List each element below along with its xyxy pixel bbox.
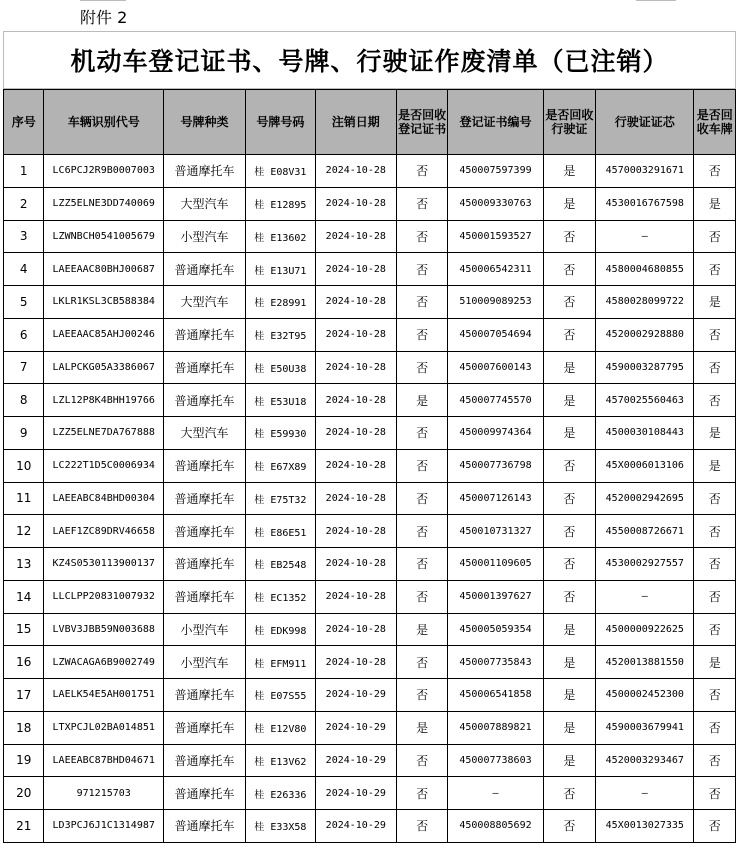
plate-number-cell: 桂 EDK998 (245, 613, 315, 646)
cancel-date-cell: 2024-10-28 (315, 482, 396, 515)
license-core-cell: 4550008726671 (596, 515, 694, 548)
license-recovered-cell: 否 (543, 580, 596, 613)
col-header-cancel-date: 注销日期 (315, 90, 396, 155)
table-row (4, 548, 736, 581)
cancel-date-cell: 2024-10-28 (315, 286, 396, 319)
cert-number-cell: 450007597399 (448, 155, 543, 188)
vin-cell: LKLR1KSL3CB588384 (44, 286, 163, 319)
plate-recovered-cell: 是 (694, 646, 736, 679)
cancel-date-cell: 2024-10-29 (315, 679, 396, 712)
plate-type-cell: 小型汽车 (163, 613, 245, 646)
cert-number-cell: 450007126143 (448, 482, 543, 515)
cert-recovered-cell: 否 (396, 482, 448, 515)
plate-recovered-cell: 否 (694, 777, 736, 810)
plate-number-cell: 桂 E12895 (245, 187, 315, 220)
plate-number-cell: 桂 E75T32 (245, 482, 315, 515)
cert-number-cell: — (448, 777, 543, 810)
cert-number-cell: 450007600143 (448, 351, 543, 384)
cancel-date-cell: 2024-10-29 (315, 711, 396, 744)
plate-recovered-cell: 否 (694, 744, 736, 777)
license-core-cell: 4520002928880 (596, 318, 694, 351)
cert-number-cell: 450001397627 (448, 580, 543, 613)
vin-cell: LZWACAGA6B9002749 (44, 646, 163, 679)
plate-type-cell: 普通摩托车 (163, 482, 245, 515)
plate-recovered-cell: 否 (694, 155, 736, 188)
cancel-date-cell: 2024-10-28 (315, 220, 396, 253)
table-row (4, 220, 736, 253)
plate-type-cell: 普通摩托车 (163, 777, 245, 810)
table-row (4, 515, 736, 548)
cancel-date-cell: 2024-10-28 (315, 449, 396, 482)
plate-recovered-cell: 否 (694, 220, 736, 253)
vin-cell: LAEEAAC80BHJ00687 (44, 253, 163, 286)
license-core-cell: 4580004680855 (596, 253, 694, 286)
col-header-cert-recovered: 是否回收登记证书 (396, 90, 448, 155)
cancel-date-cell: 2024-10-29 (315, 777, 396, 810)
seq-cell: 9 (4, 417, 44, 450)
plate-recovered-cell: 否 (694, 810, 736, 843)
license-core-cell: 4570025560463 (596, 384, 694, 417)
license-recovered-cell: 否 (543, 548, 596, 581)
table-row (4, 711, 736, 744)
vin-cell: LAEEABC84BHD00304 (44, 482, 163, 515)
cert-number-cell: 450010731327 (448, 515, 543, 548)
table-row (4, 580, 736, 613)
license-recovered-cell: 否 (543, 482, 596, 515)
vin-cell: LZZ5ELNE7DA767888 (44, 417, 163, 450)
license-recovered-cell: 是 (543, 646, 596, 679)
plate-recovered-cell: 是 (694, 286, 736, 319)
seq-cell: 6 (4, 318, 44, 351)
cert-number-cell: 450007738603 (448, 744, 543, 777)
seq-cell: 21 (4, 810, 44, 843)
cert-recovered-cell: 否 (396, 810, 448, 843)
plate-number-cell: 桂 E12V80 (245, 711, 315, 744)
plate-type-cell: 普通摩托车 (163, 711, 245, 744)
plate-recovered-cell: 否 (694, 679, 736, 712)
cert-number-cell: 450007735843 (448, 646, 543, 679)
plate-number-cell: 桂 E13602 (245, 220, 315, 253)
license-core-cell: 45X0006013106 (596, 449, 694, 482)
plate-type-cell: 大型汽车 (163, 187, 245, 220)
vin-cell: LALPCKG05A3386067 (44, 351, 163, 384)
cert-number-cell: 450005059354 (448, 613, 543, 646)
cancel-date-cell: 2024-10-28 (315, 351, 396, 384)
vin-cell: LAEEABC87BHD04671 (44, 744, 163, 777)
license-recovered-cell: 否 (543, 515, 596, 548)
plate-type-cell: 小型汽车 (163, 646, 245, 679)
vin-cell: LLCLPP20831007932 (44, 580, 163, 613)
cert-number-cell: 450001109605 (448, 548, 543, 581)
cancel-date-cell: 2024-10-28 (315, 384, 396, 417)
license-core-cell: — (596, 580, 694, 613)
table-row (4, 679, 736, 712)
license-recovered-cell: 是 (543, 417, 596, 450)
license-core-cell: 4520003293467 (596, 744, 694, 777)
license-core-cell: 4520002942695 (596, 482, 694, 515)
cert-number-cell: 450008805692 (448, 810, 543, 843)
cancel-date-cell: 2024-10-28 (315, 515, 396, 548)
cert-number-cell: 450007889821 (448, 711, 543, 744)
cert-number-cell: 450006542311 (448, 253, 543, 286)
license-core-cell: 4500000922625 (596, 613, 694, 646)
plate-type-cell: 普通摩托车 (163, 351, 245, 384)
seq-cell: 7 (4, 351, 44, 384)
attachment-label: 附件 2 (80, 8, 128, 27)
plate-number-cell: 桂 E33X58 (245, 810, 315, 843)
vin-cell: LZZ5ELNE3DD740069 (44, 187, 163, 220)
cert-number-cell: 450001593527 (448, 220, 543, 253)
cert-number-cell: 450009330763 (448, 187, 543, 220)
plate-recovered-cell: 否 (694, 351, 736, 384)
license-recovered-cell: 否 (543, 777, 596, 810)
plate-number-cell: 桂 E13V62 (245, 744, 315, 777)
license-core-cell: 4530002927557 (596, 548, 694, 581)
plate-number-cell: 桂 E07S55 (245, 679, 315, 712)
license-core-cell: 4500002452300 (596, 679, 694, 712)
plate-number-cell: 桂 E32T95 (245, 318, 315, 351)
plate-type-cell: 普通摩托车 (163, 810, 245, 843)
plate-number-cell: 桂 E67X89 (245, 449, 315, 482)
plate-recovered-cell: 否 (694, 515, 736, 548)
cert-recovered-cell: 否 (396, 580, 448, 613)
col-header-plate-type: 号牌种类 (163, 90, 245, 155)
cert-recovered-cell: 否 (396, 253, 448, 286)
seq-cell: 3 (4, 220, 44, 253)
vin-cell: LZWNBCH0541005679 (44, 220, 163, 253)
license-core-cell: 4580028099722 (596, 286, 694, 319)
cancel-date-cell: 2024-10-28 (315, 187, 396, 220)
col-header-license-core: 行驶证证芯 (596, 90, 694, 155)
plate-type-cell: 大型汽车 (163, 286, 245, 319)
license-recovered-cell: 否 (543, 253, 596, 286)
cancel-date-cell: 2024-10-28 (315, 548, 396, 581)
license-recovered-cell: 否 (543, 318, 596, 351)
table-row (4, 384, 736, 417)
table-row (4, 482, 736, 515)
vin-cell: LVBV3JBB59N003688 (44, 613, 163, 646)
license-recovered-cell: 是 (543, 384, 596, 417)
plate-number-cell: 桂 EFM911 (245, 646, 315, 679)
top-rule-right (636, 0, 676, 1)
plate-type-cell: 普通摩托车 (163, 580, 245, 613)
plate-recovered-cell: 否 (694, 318, 736, 351)
table-row (4, 744, 736, 777)
table-row (4, 449, 736, 482)
cert-recovered-cell: 是 (396, 613, 448, 646)
plate-type-cell: 普通摩托车 (163, 515, 245, 548)
plate-number-cell: 桂 E28991 (245, 286, 315, 319)
cert-recovered-cell: 是 (396, 711, 448, 744)
cancel-date-cell: 2024-10-28 (315, 155, 396, 188)
plate-recovered-cell: 否 (694, 548, 736, 581)
cert-recovered-cell: 否 (396, 286, 448, 319)
license-core-cell: 4530016767598 (596, 187, 694, 220)
plate-number-cell: 桂 E53U18 (245, 384, 315, 417)
cancel-date-cell: 2024-10-28 (315, 318, 396, 351)
license-recovered-cell: 否 (543, 449, 596, 482)
cert-recovered-cell: 否 (396, 155, 448, 188)
cert-number-cell: 450006541858 (448, 679, 543, 712)
license-recovered-cell: 否 (543, 286, 596, 319)
table-row (4, 810, 736, 843)
cancel-date-cell: 2024-10-28 (315, 253, 396, 286)
plate-type-cell: 普通摩托车 (163, 155, 245, 188)
seq-cell: 18 (4, 711, 44, 744)
plate-type-cell: 普通摩托车 (163, 253, 245, 286)
plate-type-cell: 普通摩托车 (163, 318, 245, 351)
plate-number-cell: 桂 E26336 (245, 777, 315, 810)
plate-type-cell: 普通摩托车 (163, 449, 245, 482)
cert-recovered-cell: 否 (396, 220, 448, 253)
vin-cell: LZL12P8K4BHH19766 (44, 384, 163, 417)
cert-recovered-cell: 否 (396, 318, 448, 351)
license-core-cell: — (596, 777, 694, 810)
seq-cell: 8 (4, 384, 44, 417)
col-header-cert-number: 登记证书编号 (448, 90, 543, 155)
plate-recovered-cell: 是 (694, 187, 736, 220)
seq-cell: 10 (4, 449, 44, 482)
seq-cell: 19 (4, 744, 44, 777)
vin-cell: LD3PCJ6J1C1314987 (44, 810, 163, 843)
plate-recovered-cell: 否 (694, 711, 736, 744)
vin-cell: LAEEAAC85AHJ00246 (44, 318, 163, 351)
plate-type-cell: 普通摩托车 (163, 548, 245, 581)
cert-recovered-cell: 否 (396, 744, 448, 777)
table-row (4, 613, 736, 646)
seq-cell: 16 (4, 646, 44, 679)
cert-recovered-cell: 否 (396, 449, 448, 482)
header-row (4, 90, 736, 155)
cert-number-cell: 450007745570 (448, 384, 543, 417)
license-core-cell: 4500030108443 (596, 417, 694, 450)
cancel-date-cell: 2024-10-29 (315, 810, 396, 843)
cert-recovered-cell: 否 (396, 515, 448, 548)
vin-cell: 971215703 (44, 777, 163, 810)
plate-type-cell: 普通摩托车 (163, 384, 245, 417)
title-box (3, 31, 736, 89)
cert-recovered-cell: 否 (396, 646, 448, 679)
cert-recovered-cell: 否 (396, 187, 448, 220)
license-core-cell: 4590003679941 (596, 711, 694, 744)
cancel-date-cell: 2024-10-29 (315, 744, 396, 777)
vin-cell: KZ4S0530113900137 (44, 548, 163, 581)
license-recovered-cell: 是 (543, 613, 596, 646)
page-title: 机动车登记证书、号牌、行驶证作废清单（已注销） (70, 47, 669, 76)
plate-recovered-cell: 否 (694, 482, 736, 515)
table-row (4, 286, 736, 319)
cancel-date-cell: 2024-10-28 (315, 613, 396, 646)
seq-cell: 11 (4, 482, 44, 515)
plate-recovered-cell: 否 (694, 253, 736, 286)
plate-number-cell: 桂 E86E51 (245, 515, 315, 548)
table-row (4, 777, 736, 810)
cert-recovered-cell: 否 (396, 351, 448, 384)
cancellation-table (3, 89, 736, 843)
seq-cell: 5 (4, 286, 44, 319)
seq-cell: 13 (4, 548, 44, 581)
table-row (4, 253, 736, 286)
plate-recovered-cell: 否 (694, 580, 736, 613)
seq-cell: 15 (4, 613, 44, 646)
seq-cell: 14 (4, 580, 44, 613)
cert-number-cell: 510009089253 (448, 286, 543, 319)
col-header-plate-recovered: 是否回收车牌 (694, 90, 736, 155)
cert-recovered-cell: 否 (396, 679, 448, 712)
plate-type-cell: 大型汽车 (163, 417, 245, 450)
seq-cell: 2 (4, 187, 44, 220)
plate-type-cell: 普通摩托车 (163, 744, 245, 777)
cert-recovered-cell: 否 (396, 548, 448, 581)
cancel-date-cell: 2024-10-28 (315, 417, 396, 450)
col-header-plate-number: 号牌号码 (245, 90, 315, 155)
vin-cell: LAELK54E5AH001751 (44, 679, 163, 712)
license-recovered-cell: 是 (543, 351, 596, 384)
plate-number-cell: 桂 E59930 (245, 417, 315, 450)
plate-recovered-cell: 是 (694, 417, 736, 450)
cert-number-cell: 450007736798 (448, 449, 543, 482)
vin-cell: LTXPCJL02BA014851 (44, 711, 163, 744)
vin-cell: LC6PCJ2R9B0007003 (44, 155, 163, 188)
cert-recovered-cell: 是 (396, 384, 448, 417)
col-header-vin: 车辆识别代号 (44, 90, 163, 155)
cert-recovered-cell: 否 (396, 417, 448, 450)
cert-number-cell: 450009974364 (448, 417, 543, 450)
license-recovered-cell: 否 (543, 220, 596, 253)
col-header-seq: 序号 (4, 90, 44, 155)
license-recovered-cell: 否 (543, 810, 596, 843)
license-core-cell: 4520013881550 (596, 646, 694, 679)
plate-type-cell: 小型汽车 (163, 220, 245, 253)
cert-recovered-cell: 否 (396, 777, 448, 810)
table-row (4, 351, 736, 384)
license-core-cell: 4590003287795 (596, 351, 694, 384)
table-body (4, 155, 736, 843)
vin-cell: LC222T1D5C0006934 (44, 449, 163, 482)
table-row (4, 155, 736, 188)
license-core-cell: 45X0013027335 (596, 810, 694, 843)
vin-cell: LAEF1ZC89DRV46658 (44, 515, 163, 548)
cancel-date-cell: 2024-10-28 (315, 580, 396, 613)
cancel-date-cell: 2024-10-28 (315, 646, 396, 679)
license-recovered-cell: 是 (543, 155, 596, 188)
seq-cell: 17 (4, 679, 44, 712)
license-recovered-cell: 是 (543, 679, 596, 712)
license-recovered-cell: 是 (543, 187, 596, 220)
plate-number-cell: 桂 E13U71 (245, 253, 315, 286)
table-row (4, 417, 736, 450)
plate-number-cell: 桂 EB2548 (245, 548, 315, 581)
plate-number-cell: 桂 E08V31 (245, 155, 315, 188)
seq-cell: 4 (4, 253, 44, 286)
plate-recovered-cell: 是 (694, 449, 736, 482)
table-row (4, 646, 736, 679)
cert-number-cell: 450007054694 (448, 318, 543, 351)
col-header-license-recovered: 是否回收行驶证 (543, 90, 596, 155)
seq-cell: 12 (4, 515, 44, 548)
plate-number-cell: 桂 EC1352 (245, 580, 315, 613)
plate-number-cell: 桂 E50U38 (245, 351, 315, 384)
plate-type-cell: 普通摩托车 (163, 679, 245, 712)
license-recovered-cell: 是 (543, 744, 596, 777)
plate-recovered-cell: 否 (694, 384, 736, 417)
table-row (4, 318, 736, 351)
license-core-cell: 4570003291671 (596, 155, 694, 188)
top-rule-left (80, 0, 126, 1)
license-recovered-cell: 是 (543, 711, 596, 744)
license-core-cell: — (596, 220, 694, 253)
seq-cell: 1 (4, 155, 44, 188)
table-row (4, 187, 736, 220)
seq-cell: 20 (4, 777, 44, 810)
plate-recovered-cell: 否 (694, 613, 736, 646)
